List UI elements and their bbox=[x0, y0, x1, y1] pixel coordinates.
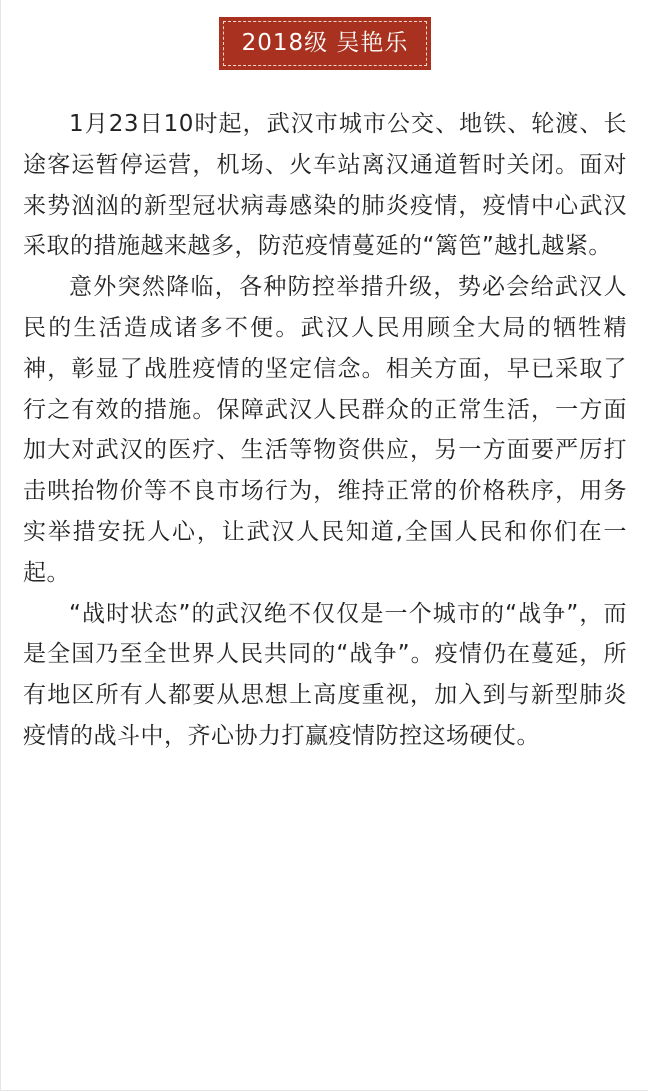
article-body bbox=[23, 104, 627, 757]
paragraph-3: “战时状态”的武汉绝不仅仅是一个城市的“战争”，而是全国乃至全世界人民共同的“战争”。疫情仍在蔓延，所有地区所有人都要从思想上高度重视，加入到与新型肺炎疫情的战斗中，齐心协力打赢疫情防控这场硬仗。 bbox=[23, 600, 627, 749]
title-banner bbox=[1, 17, 648, 70]
paragraph-2: 意外突然降临，各种防控举措升级，势必会给武汉人民的生活造成诸多不便。武汉人民用顾全大局的牺牲精神，彰显了战胜疫情的坚定信念。相关方面，早已采取了行之有效的措施。保障武汉人民群众的正常生活，一方面加大对武汉的医疗、生活等物资供应，另一方面要严厉打击哄抬物价等不良市场行为，维持正常的价格秩序，用务实举措安抚人心，让武汉人民知道,全国人民和你们在一起。 bbox=[23, 274, 627, 586]
page-title: 2018级 吴艳乐 bbox=[223, 21, 428, 66]
title-box bbox=[219, 17, 432, 70]
paragraph-1: 1月23日10时起，武汉市城市公交、地铁、轮渡、长途客运暂停运营，机场、火车站离汉通道暂时关闭。面对来势汹汹的新型冠状病毒感染的肺炎疫情，疫情中心武汉采取的措施越来越多，防范疫情蔓延的“篱笆”越扎越紧。 bbox=[23, 111, 627, 260]
